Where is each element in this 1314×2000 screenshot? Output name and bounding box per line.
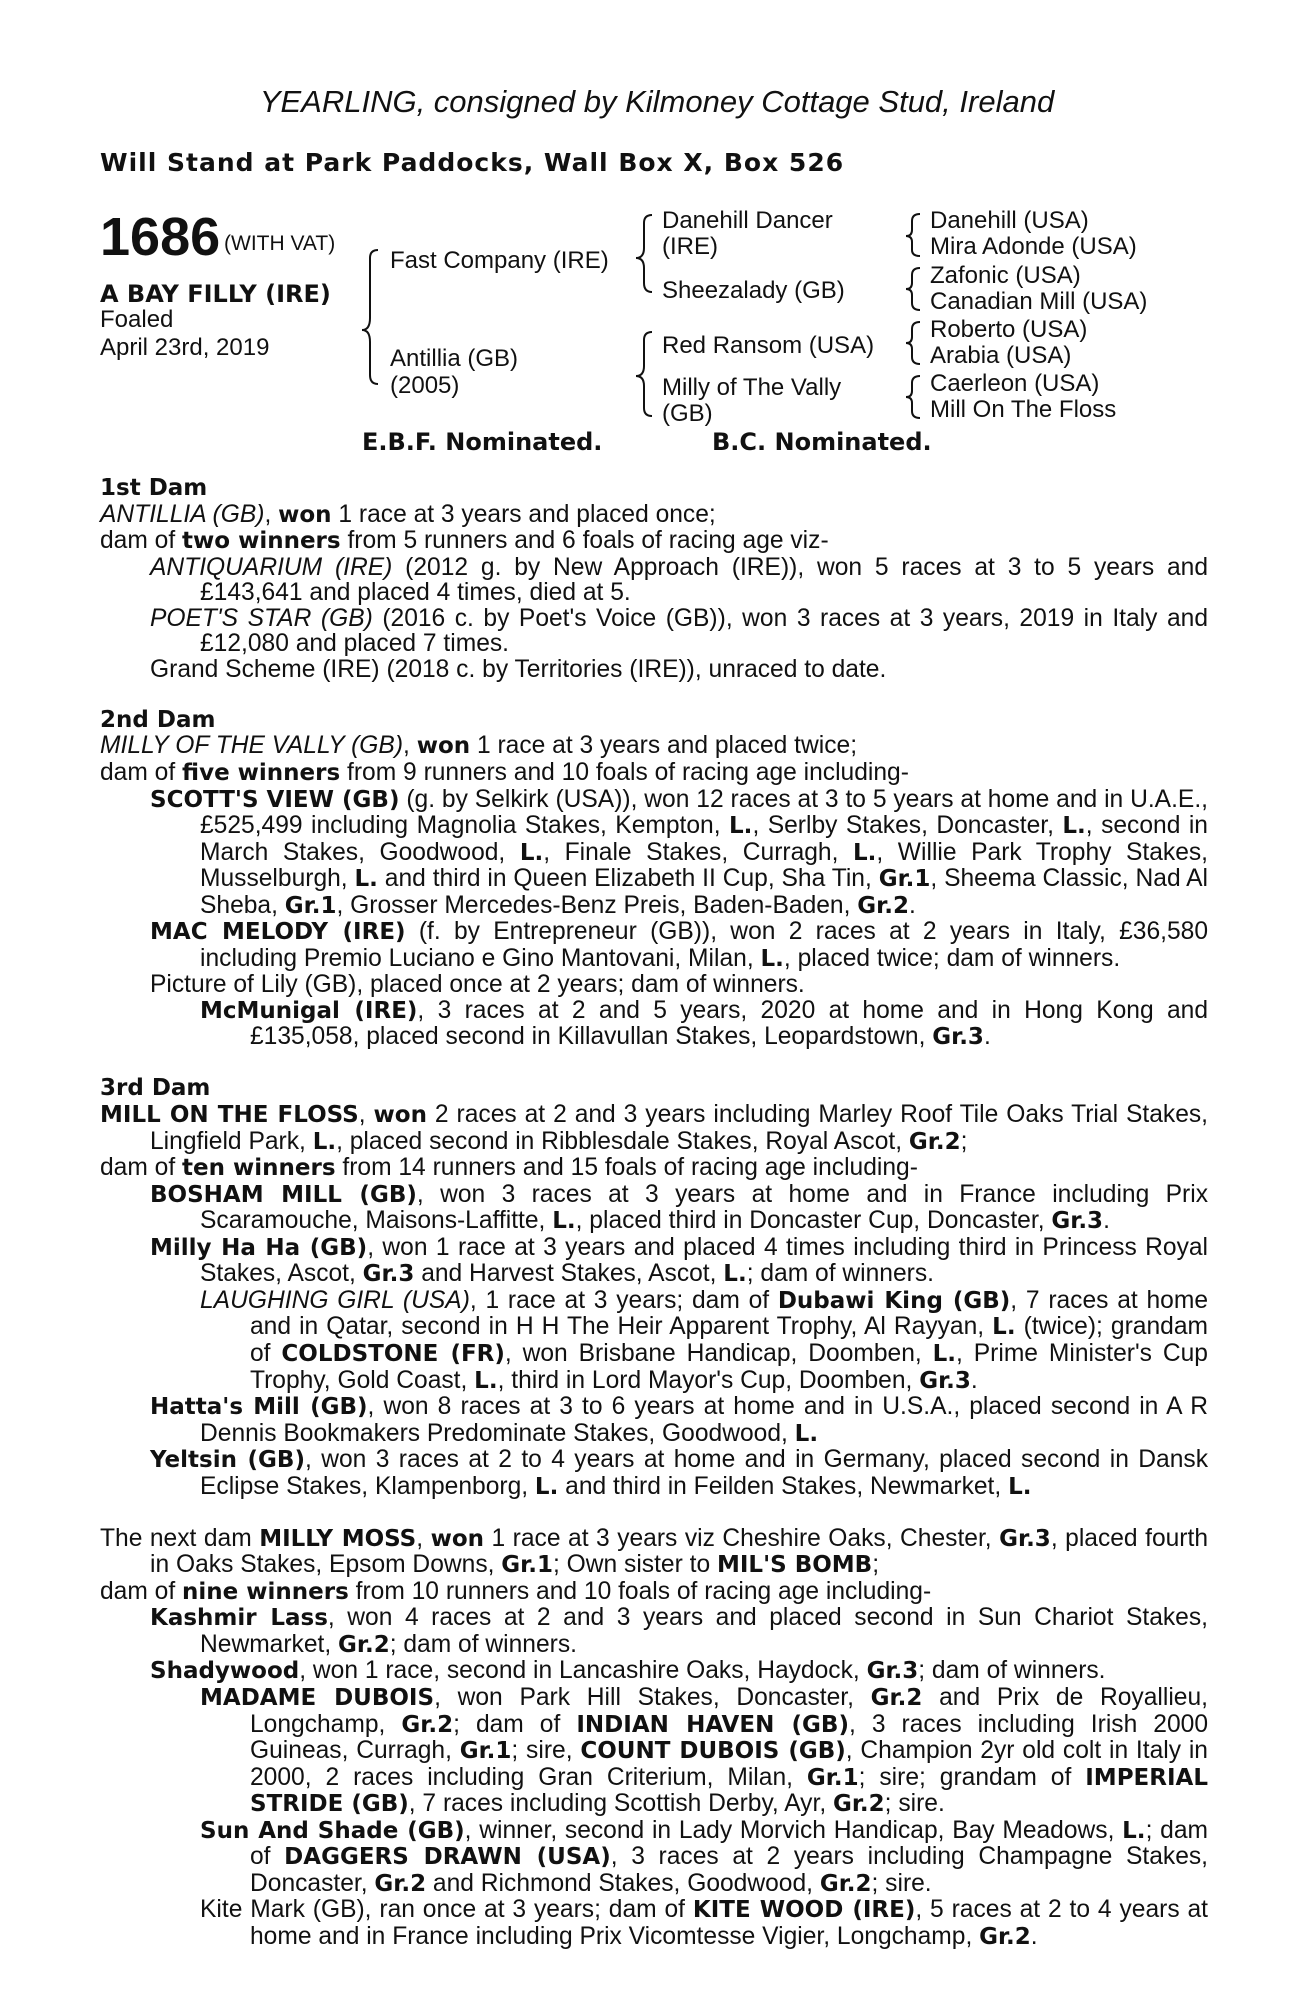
pedigree-g4: Canadian Mill (USA) (930, 288, 1148, 315)
produce-item: Hatta's Mill (GB), won 8 races at 3 to 6 years at home and in U.S.A., placed second in A R Dennis Bookmakers Predominate Stakes, Goodwood, L. (150, 1393, 1208, 1447)
pedigree-g2: Mira Adonde (USA) (930, 233, 1137, 260)
produce-record (100, 476, 1208, 1950)
pedigree-dam-sire: Red Ransom (USA) (662, 332, 875, 359)
produce-item: MAC MELODY (IRE) (f. by Entrepreneur (GB)), won 2 races at 2 years in Italy, £36,580 including Premio Luciano e Gino Mantovani, Milan, L., placed twice; dam of winners. (150, 918, 1209, 972)
produce-item: BOSHAM MILL (GB), won 3 races at 3 years at home and in France including Prix Scaramouche, Maisons-Laffitte, L., placed third in Doncaster Cup, Doncaster, Gr.3. (150, 1180, 1208, 1235)
produce-item: POET'S STAR (GB) (2016 c. by Poet's Voice (GB)), won 3 races at 3 years, 2019 in Italy and £12,080 and placed 7 times. (150, 604, 1208, 658)
pedigree-g8: Mill On The Floss (930, 396, 1117, 423)
produce-item: Kashmir Lass, won 4 races at 2 and 3 years and placed second in Sun Chariot Stakes, Newmarket, Gr.2; dam of winners. (150, 1604, 1208, 1658)
produce-item: Picture of Lily (GB), placed once at 2 years; dam of winners. (150, 971, 805, 999)
bracket-gen1 (362, 250, 378, 384)
produce-item: Kite Mark (GB), ran once at 3 years; dam of KITE WOOD (IRE), 5 races at 2 to 4 years at home and in France including Prix Vicomtesse Vigier, Longchamp, Gr.2. (200, 1896, 1208, 1950)
pedigree-g1: Danehill (USA) (930, 207, 1089, 234)
first-dam-heading: 1st Dam (100, 475, 208, 501)
first-dam-line: ANTILLIA (GB), won 1 race at 3 years and placed once; (100, 500, 716, 528)
produce-item: Yeltsin (GB), won 3 races at 2 to 4 years at home and in Germany, placed second in Dansk Eclipse Stakes, Klampenborg, L. and third in Feilden Stakes, Newmarket, L. (150, 1446, 1208, 1500)
produce-item: Grand Scheme (IRE) (2018 c. by Territories (IRE)), unraced to date. (150, 655, 887, 683)
pedigree-dam-dam-1: Milly of The Vally (662, 374, 842, 401)
pedigree-g7: Caerleon (USA) (930, 370, 1100, 397)
produce-item: Sun And Shade (GB), winner, second in Lady Morvich Handicap, Bay Meadows, L.; dam of DAGGERS DRAWN (USA), 3 races at 2 years including Champagne Stakes, Doncaster, Gr.2 and Richmond Stakes, Goodwood, Gr.2; sire. (200, 1816, 1209, 1897)
foaled-label: Foaled (100, 306, 174, 333)
stand-location: Will Stand at Park Paddocks, Wall Box X, Box 526 (100, 148, 845, 177)
ebf-nomination: E.B.F. Nominated. (362, 428, 603, 456)
second-dam-heading: 2nd Dam (100, 706, 216, 733)
pedigree-sire-sire-1: Danehill Dancer (662, 207, 833, 234)
first-dam-summary: dam of two winners from 5 runners and 6 foals of racing age viz- (100, 527, 829, 555)
bracket-dam (636, 332, 652, 416)
pedigree-sire-dam: Sheezalady (GB) (662, 277, 845, 304)
lot-number: 1686 (100, 207, 221, 267)
foaled-date: April 23rd, 2019 (100, 334, 270, 361)
third-dam-line: MILL ON THE FLOSS, won 2 races at 2 and 3 years including Marley Roof Tile Oaks Trial Stakes, Lingfield Park, L., placed second in Ribblesdale Stakes, Royal Ascot, Gr.2; (100, 1101, 1208, 1155)
pedigree-g3: Zafonic (USA) (930, 262, 1081, 289)
bc-nomination: B.C. Nominated. (712, 428, 932, 456)
produce-item: SCOTT'S VIEW (GB) (g. by Selkirk (USA)), won 12 races at 3 to 5 years at home and in U.A.E., £525,499 including Magnolia Stakes, Kempton, L., Serlby Stakes, Doncaster, L., second in March Stakes, Goodwood, L., Finale Stakes, Curragh, L., Willie Park Trophy Stakes, Musselburgh, L. and third in Queen Elizabeth II Cup, Sha Tin, Gr.1, Sheema Classic, Nad Al Sheba, Gr.1, Grosser Mercedes-Benz Preis, Baden-Baden, Gr.2. (150, 785, 1209, 919)
produce-item: ANTIQUARIUM (IRE) (2012 g. by New Approach (IRE)), won 5 races at 3 to 5 years and £143,641 and placed 4 times, died at 5. (150, 553, 1208, 607)
pedigree-brackets (0, 0, 1314, 440)
second-dam-line: MILLY OF THE VALLY (GB), won 1 race at 3 years and placed twice; (100, 732, 858, 760)
produce-item: Milly Ha Ha (GB), won 1 race at 3 years and placed 4 times including third in Princess Royal Stakes, Ascot, Gr.3 and Harvest Stakes, Ascot, L.; dam of winners. (150, 1233, 1209, 1288)
pedigree-dam-dam-2: (GB) (662, 400, 713, 427)
horse-name: A BAY FILLY (IRE) (100, 280, 331, 308)
third-dam-heading: 3rd Dam (100, 1075, 211, 1102)
pedigree-sire-sire-2: (IRE) (662, 233, 718, 260)
pedigree-sire: Fast Company (IRE) (390, 247, 609, 274)
next-dam-summary: dam of nine winners from 10 runners and 10 foals of racing age including- (100, 1577, 932, 1605)
produce-item: McMunigal (IRE), 3 races at 2 and 5 years, 2020 at home and in Hong Kong and £135,058, placed second in Killavullan Stakes, Leopardstown, Gr.3. (200, 996, 1209, 1051)
pedigree-dam-year: (2005) (390, 372, 460, 399)
produce-item: MADAME DUBOIS, won Park Hill Stakes, Doncaster, Gr.2 and Prix de Royallieu, Longchamp, Gr.2; dam of INDIAN HAVEN (GB), 3 races including Irish 2000 Guineas, Curragh, Gr.1; sire, COUNT DUBOIS (GB), Champion 2yr old colt in Italy in 2000, 2 races including Gran Criterium, Milan, Gr.1; sire; grandam of IMPERIAL STRIDE (GB), 7 races including Scottish Derby, Ayr, Gr.2; sire. (200, 1684, 1208, 1818)
next-dam-line: The next dam MILLY MOSS, won 1 race at 3 years viz Cheshire Oaks, Chester, Gr.3, placed fourth in Oaks Stakes, Epsom Downs, Gr.1; Own sister to MIL'S BOMB; (100, 1524, 1208, 1579)
produce-item: LAUGHING GIRL (USA), 1 race at 3 years; dam of Dubawi King (GB), 7 races at home and in Qatar, second in H H The Heir Apparent Trophy, Al Rayyan, L. (twice); grandam of COLDSTONE (FR), won Brisbane Handicap, Doomben, L., Prime Minister's Cup Trophy, Gold Coast, L., third in Lord Mayor's Cup, Doomben, Gr.3. (200, 1286, 1209, 1394)
pedigree-dam: Antillia (GB) (390, 345, 519, 372)
vat-note: (WITH VAT) (224, 232, 336, 255)
page-title: YEARLING, consigned by Kilmoney Cottage Stud, Ireland (259, 84, 1055, 119)
pedigree-g5: Roberto (USA) (930, 316, 1088, 343)
second-dam-summary: dam of five winners from 9 runners and 10 foals of racing age including- (100, 758, 909, 786)
pedigree-g6: Arabia (USA) (930, 342, 1072, 369)
bracket-sire (636, 215, 652, 292)
third-dam-summary: dam of ten winners from 14 runners and 15 foals of racing age including- (100, 1154, 918, 1182)
produce-item: Shadywood, won 1 race, second in Lancashire Oaks, Haydock, Gr.3; dam of winners. (150, 1657, 1106, 1685)
